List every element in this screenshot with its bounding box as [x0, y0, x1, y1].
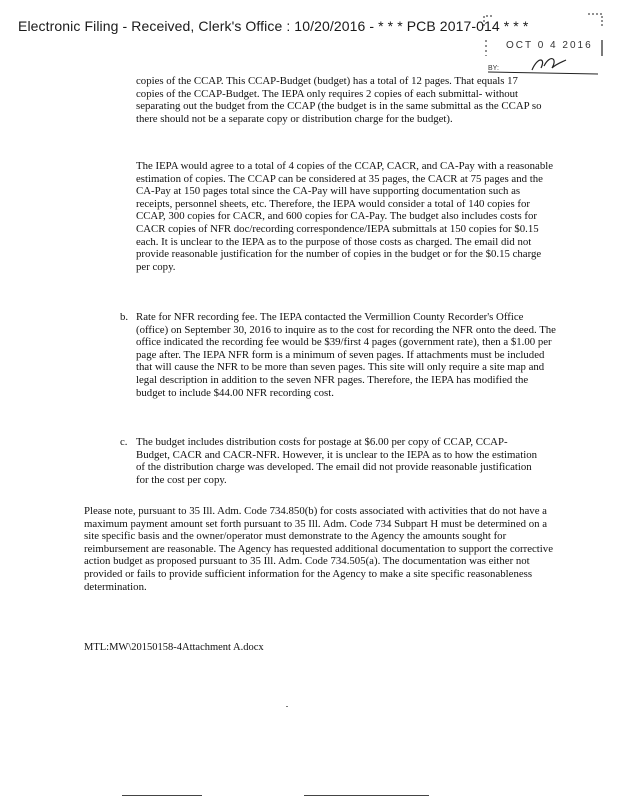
electronic-filing-header: Electronic Filing - Received, Clerk's Office : 10/20/2016 - * * * PCB 2017-014 * * *	[18, 18, 529, 34]
footer-rule-right	[304, 795, 429, 796]
file-reference: MTL:MW\20150158-4Attachment A.docx	[84, 642, 264, 653]
received-stamp	[478, 12, 606, 78]
footer-rule-left	[122, 795, 202, 796]
stamp-by-label: BY:	[488, 65, 499, 72]
scan-speck	[286, 706, 288, 707]
list-item-distribution-costs	[120, 436, 560, 496]
paragraph-copies-ccap: copies of the CCAP. This CCAP-Budget (budget) has a total of 12 pages. That equals 17 copies of the CCAP-Budget. The IEPA only requires 2 copies of each submittal- without separating out the budget from the CCAP (the budget is in the same submittal as the CCAP so there should not be a separate copy or distribution charge for the budget).	[136, 75, 542, 125]
paragraph-please-note: Please note, pursuant to 35 Ill. Adm. Code 734.850(b) for costs associated with activities that do not have a maximum payment amount set forth pursuant to 35 Ill. Adm. Code 734 Subpart H must be determined on a site specific basis and the owner/operator must demonstrate to the Agency the amounts sought for reimbursement are reasonable. The Agency has requested additional documentation to support the corrective action budget as proposed pursuant to 35 Ill. Adm. Code 734.505(a). The documentation was either not provided or fails to provide sufficient information for the Agency to make a site specific reasonableness determination.	[84, 505, 553, 593]
paragraph-copies-estimate: The IEPA would agree to a total of 4 copies of the CCAP, CACR, and CA-Pay with a reasonable estimation of copies. The CCAP can be considered at 35 pages, the CACR at 75 pages and the CA-Pay at 150 pages total since the CA-Pay will have supporting documentation such as receipts, personnel sheets, etc. Therefore, the IEPA would consider a total of 140 copies for CCAP, 300 copies for CACR, and 600 copies for CA-Pay. The budget also includes costs for CACR copies of NFR doc/recording correspondence/IEPA submittals at 150 copies for $0.15 each. It is unclear to the IEPA as to the purpose of those costs as charged. The email did not provide reasonable justification for the number of copies in the budget or for the $0.15 charge per copy.	[136, 160, 554, 273]
list-item-text: The budget includes distribution costs for postage at $6.00 per copy of CCAP, CCAP-Budget, CACR and CACR-NFR. However, it is unclear to the IEPA as to how the estimation of the distribution charge was developed. The email did not provide reasonable justification for the cost per copy.	[136, 436, 538, 486]
list-item-text: Rate for NFR recording fee. The IEPA contacted the Vermillion County Recorder's Office (office) on September 30, 2016 to inquire as to the cost for recording the NFR onto the deed. The office indicated the recording fee would be $39/first 4 pages (government rate), then a $1.00 per page after. The IEPA NFR form is a minimum of seven pages. If attachments must be included that will cause the NFR to be more than seven pages. This site will only require a site map and legal description in addition to the seven NFR pages. Therefore, the IEPA has modified the budget to include $44.00 NFR recording cost.	[136, 311, 556, 399]
list-item-nfr-recording	[120, 311, 560, 431]
stamp-date: OCT 0 4 2016	[506, 40, 593, 51]
list-item-letter: c.	[120, 436, 128, 448]
list-item-letter: b.	[120, 311, 129, 323]
